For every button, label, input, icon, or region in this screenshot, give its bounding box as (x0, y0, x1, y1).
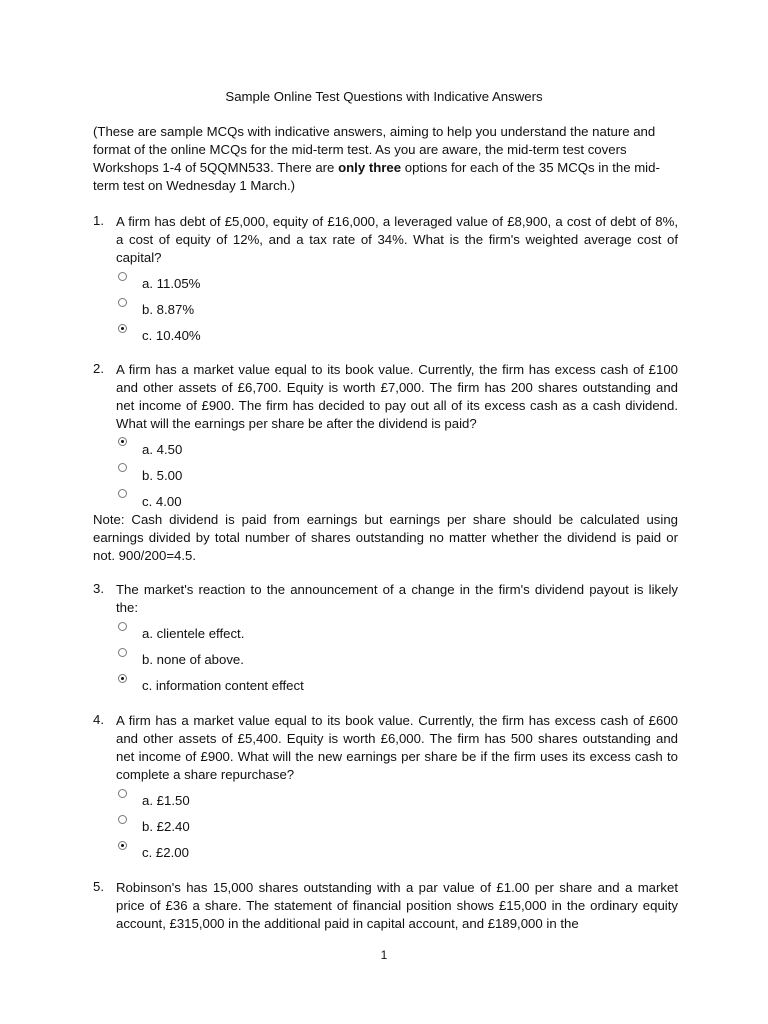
answer-note: Note: Cash dividend is paid from earnings but earnings per share should be calculated using earnings divided by total number of shares outstanding no matter whether the dividend is paid or not. 900/200=4.5. (93, 512, 678, 563)
page-title: Sample Online Test Questions with Indicative Answers (225, 89, 543, 104)
question-5 (93, 879, 678, 933)
radio-button-selected-icon[interactable] (118, 437, 127, 446)
radio-button-icon[interactable] (118, 622, 127, 631)
radio-button-icon[interactable] (118, 789, 127, 798)
radio-button-icon[interactable] (118, 489, 127, 498)
question-number: 3. (93, 581, 104, 596)
radio-button-selected-icon[interactable] (118, 674, 127, 683)
question-1 (93, 213, 678, 267)
option-label: a. 4.50 (142, 442, 183, 457)
option-label: c. information content effect (142, 678, 304, 693)
option-label: a. clientele effect. (142, 626, 245, 641)
radio-button-icon[interactable] (118, 648, 127, 657)
question-number: 1. (93, 213, 104, 228)
question-number: 5. (93, 879, 104, 894)
option-label: a. 11.05% (142, 276, 201, 291)
question-number: 2. (93, 361, 104, 376)
question-3 (93, 581, 678, 617)
page-number: 1 (380, 948, 388, 962)
option-label: c. 4.00 (142, 494, 182, 509)
question-text: The market's reaction to the announcement of a change in the firm's dividend payout is likely the: (116, 582, 678, 615)
question-number: 4. (93, 712, 104, 727)
question-text: A firm has a market value equal to its book value. Currently, the firm has excess cash of £600 and other assets of £5,400. Equity is worth £6,000. The firm has 500 shares outstanding and net income of £900. What will the new earnings per share be if the firm uses its excess cash to complete a share repurchase? (116, 713, 678, 782)
radio-button-selected-icon[interactable] (118, 324, 127, 333)
question-text: A firm has a market value equal to its book value. Currently, the firm has excess cash of £100 and other assets of £6,700. Equity is worth £7,000. The firm has 200 shares outstanding and net income of £900. The firm has decided to pay out all of its excess cash as a cash dividend. What will the earnings per share be after the dividend is paid? (116, 362, 678, 431)
option-label: a. £1.50 (142, 793, 190, 808)
radio-button-icon[interactable] (118, 463, 127, 472)
question-text: Robinson's has 15,000 shares outstanding with a par value of £1.00 per share and a market price of £36 a share. The statement of financial position shows £15,000 in the ordinary equity account, £315,000 in the additional paid in capital account, and £189,000 in the (116, 880, 678, 931)
radio-button-icon[interactable] (118, 298, 127, 307)
question-text: A firm has debt of £5,000, equity of £16,000, a leveraged value of £8,900, a cost of debt of 8%, a cost of equity of 12%, and a tax rate of 34%. What is the firm's weighted average cost of capital? (116, 214, 678, 265)
radio-button-selected-icon[interactable] (118, 841, 127, 850)
option-label: b. 5.00 (142, 468, 183, 483)
intro-text-end: options for each of the 35 MCQs in the mid-term test on Wednesday 1 March.) (93, 160, 660, 193)
radio-button-icon[interactable] (118, 815, 127, 824)
intro-text-start: (These are sample MCQs with indicative answers, aiming to help you understand the nature and format of the online MCQs for the mid-term test. As you are aware, the mid-term test covers Workshops 1-4 of 5QQMN533. There are (93, 124, 656, 175)
option-label: c. £2.00 (142, 845, 189, 860)
question-4 (93, 712, 678, 784)
option-label: c. 10.40% (142, 328, 201, 343)
intro-emphasis: only three (338, 160, 402, 175)
radio-button-icon[interactable] (118, 272, 127, 281)
intro-paragraph (93, 123, 678, 195)
option-label: b. £2.40 (142, 819, 190, 834)
question-2 (93, 361, 678, 433)
option-label: b. none of above. (142, 652, 244, 667)
option-label: b. 8.87% (142, 302, 195, 317)
